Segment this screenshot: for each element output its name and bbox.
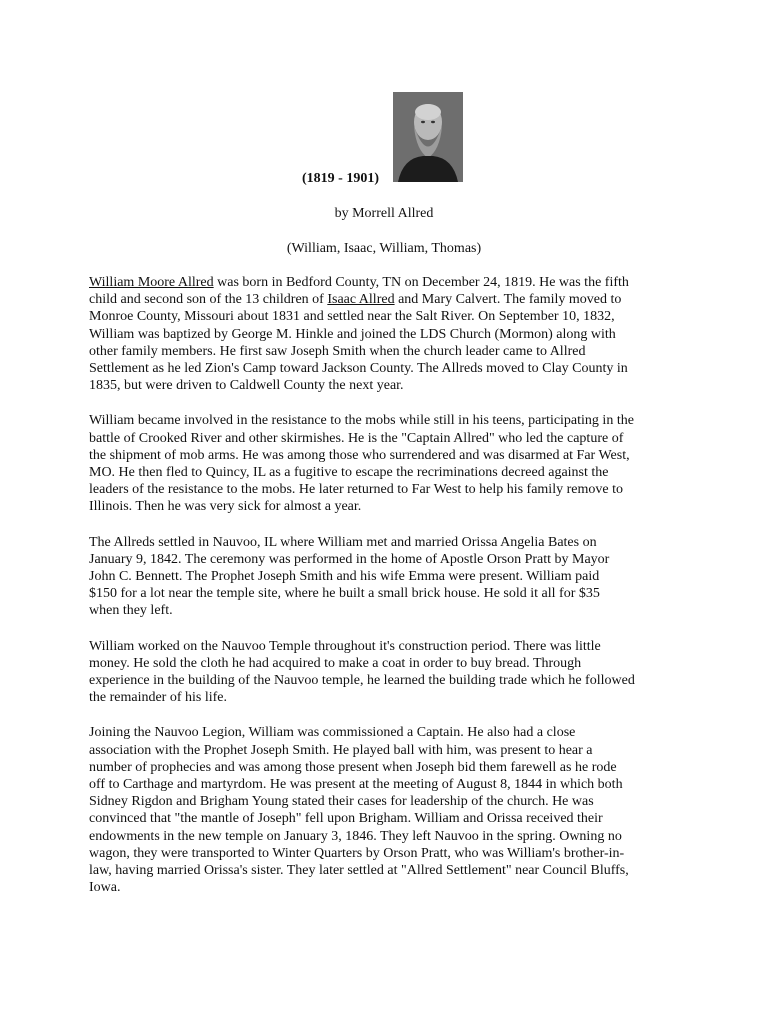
text-segment: William worked on the Nauvoo Temple throughout it's construction period. There was little bbox=[89, 638, 601, 654]
text-line bbox=[89, 879, 689, 896]
text-line bbox=[89, 481, 689, 498]
text-segment: William was baptized by George M. Hinkle and joined the LDS Church (Mormon) along with bbox=[89, 326, 616, 342]
text-line bbox=[89, 793, 689, 810]
paragraph bbox=[89, 638, 689, 707]
paragraph bbox=[89, 724, 689, 896]
text-segment: child and second son of the 13 children of bbox=[89, 292, 328, 308]
text-segment: when they left. bbox=[89, 603, 173, 619]
text-line bbox=[89, 568, 689, 585]
text-line bbox=[89, 828, 689, 845]
text-line bbox=[89, 308, 689, 325]
text-line bbox=[89, 412, 689, 429]
paragraph bbox=[89, 534, 689, 620]
text-line bbox=[89, 810, 689, 827]
text-segment: 1835, but were driven to Caldwell County the next year. bbox=[89, 378, 404, 394]
text-segment: wagon, they were transported to Winter Quarters by Orson Pratt, who was William's brother-in- bbox=[89, 845, 625, 861]
text-line bbox=[89, 742, 689, 759]
text-line bbox=[89, 343, 689, 360]
text-segment: endowments in the new temple on January 3, 1846. They left Nauvoo in the spring. Owning no bbox=[89, 828, 622, 844]
text-line bbox=[89, 672, 689, 689]
text-segment: leaders of the resistance to the mobs. He later returned to Far West to help his family remove to bbox=[89, 482, 623, 498]
text-segment: William became involved in the resistance to the mobs while still in his teens, participating in the bbox=[89, 413, 634, 429]
text-segment: association with the Prophet Joseph Smith. He played ball with him, was present to hear a bbox=[89, 742, 593, 758]
lineage-line: (William, Isaac, William, Thomas) bbox=[286, 241, 482, 256]
text-line bbox=[89, 464, 689, 481]
text-segment: $150 for a lot near the temple site, where he built a small brick house. He sold it all for $35 bbox=[89, 586, 600, 602]
text-segment: number of prophecies and was among those present when Joseph bid them farewell as he rode bbox=[89, 759, 617, 775]
paragraph bbox=[89, 274, 689, 394]
text-segment: The Allreds settled in Nauvoo, IL where William met and married Orissa Angelia Bates on bbox=[89, 534, 597, 550]
text-segment: the remainder of his life. bbox=[89, 690, 228, 706]
text-segment: and Mary Calvert. The family moved to bbox=[394, 292, 622, 308]
text-segment: Illinois. Then he was very sick for almost a year. bbox=[89, 499, 362, 515]
text-line bbox=[89, 776, 689, 793]
text-segment: John C. Bennett. The Prophet Joseph Smith and his wife Emma were present. William paid bbox=[89, 569, 600, 585]
text-segment: the shipment of mob arms. He was among those who surrendered and was disarmed at Far West, bbox=[89, 447, 630, 463]
text-segment: January 9, 1842. The ceremony was performed in the home of Apostle Orson Pratt by Mayor bbox=[89, 551, 610, 567]
text-line bbox=[89, 326, 689, 343]
text-segment: convinced that "the mantle of Joseph" fell upon Brigham. William and Orissa received their bbox=[89, 811, 603, 827]
text-segment: off to Carthage and martyrdom. He was present at the meeting of August 8, 1844 in which both bbox=[89, 777, 623, 793]
text-segment: experience in the building of the Nauvoo temple, he learned the building trade which he followed bbox=[89, 673, 635, 689]
underlined-name: William Moore Allred bbox=[89, 275, 214, 290]
text-segment: was born in Bedford County, TN on December 24, 1819. He was the fifth bbox=[213, 275, 629, 290]
text-segment: Iowa. bbox=[89, 880, 121, 896]
text-line bbox=[89, 447, 689, 464]
text-segment: MO. He then fled to Quincy, IL as a fugitive to escape the recriminations decreed against the bbox=[89, 465, 609, 481]
text-line bbox=[89, 291, 689, 308]
text-line bbox=[89, 602, 689, 619]
text-line bbox=[89, 724, 689, 741]
life-dates: (1819 - 1901) bbox=[302, 171, 379, 186]
text-line bbox=[89, 845, 689, 862]
text-line bbox=[89, 585, 689, 602]
underlined-name: Isaac Allred bbox=[327, 292, 395, 308]
text-line bbox=[89, 759, 689, 776]
text-segment: Sidney Rigdon and Brigham Young stated their cases for leadership of the church. He was bbox=[89, 794, 594, 810]
text-line bbox=[89, 430, 689, 447]
text-segment: Settlement as he led Zion's Camp toward Jackson County. The Allreds moved to Clay County in bbox=[89, 361, 628, 377]
author-byline: by Morrell Allred bbox=[334, 206, 434, 221]
text-segment: Joining the Nauvoo Legion, William was commissioned a Captain. He also had a close bbox=[89, 725, 576, 741]
text-segment: law, having married Orissa's sister. They later settled at "Allred Settlement" near Council Bluffs, bbox=[89, 863, 629, 879]
text-line bbox=[89, 689, 689, 706]
text-line bbox=[89, 862, 689, 879]
paragraph bbox=[89, 412, 689, 515]
text-line bbox=[89, 274, 689, 291]
text-line bbox=[89, 655, 689, 672]
article-body bbox=[89, 274, 689, 915]
bearded-man-portrait-icon bbox=[393, 92, 463, 182]
text-segment: money. He sold the cloth he had acquired to make a coat in order to buy bread. Through bbox=[89, 655, 582, 671]
text-line bbox=[89, 360, 689, 377]
text-segment: other family members. He first saw Joseph Smith when the church leader came to Allred bbox=[89, 343, 586, 359]
text-segment: Monroe County, Missouri about 1831 and settled near the Salt River. On September 10, 1832, bbox=[89, 309, 615, 325]
text-line bbox=[89, 498, 689, 515]
text-line bbox=[89, 551, 689, 568]
text-line bbox=[89, 377, 689, 394]
text-line bbox=[89, 638, 689, 655]
text-segment: battle of Crooked River and other skirmishes. He is the "Captain Allred" who led the capture of bbox=[89, 430, 624, 446]
text-line bbox=[89, 534, 689, 551]
